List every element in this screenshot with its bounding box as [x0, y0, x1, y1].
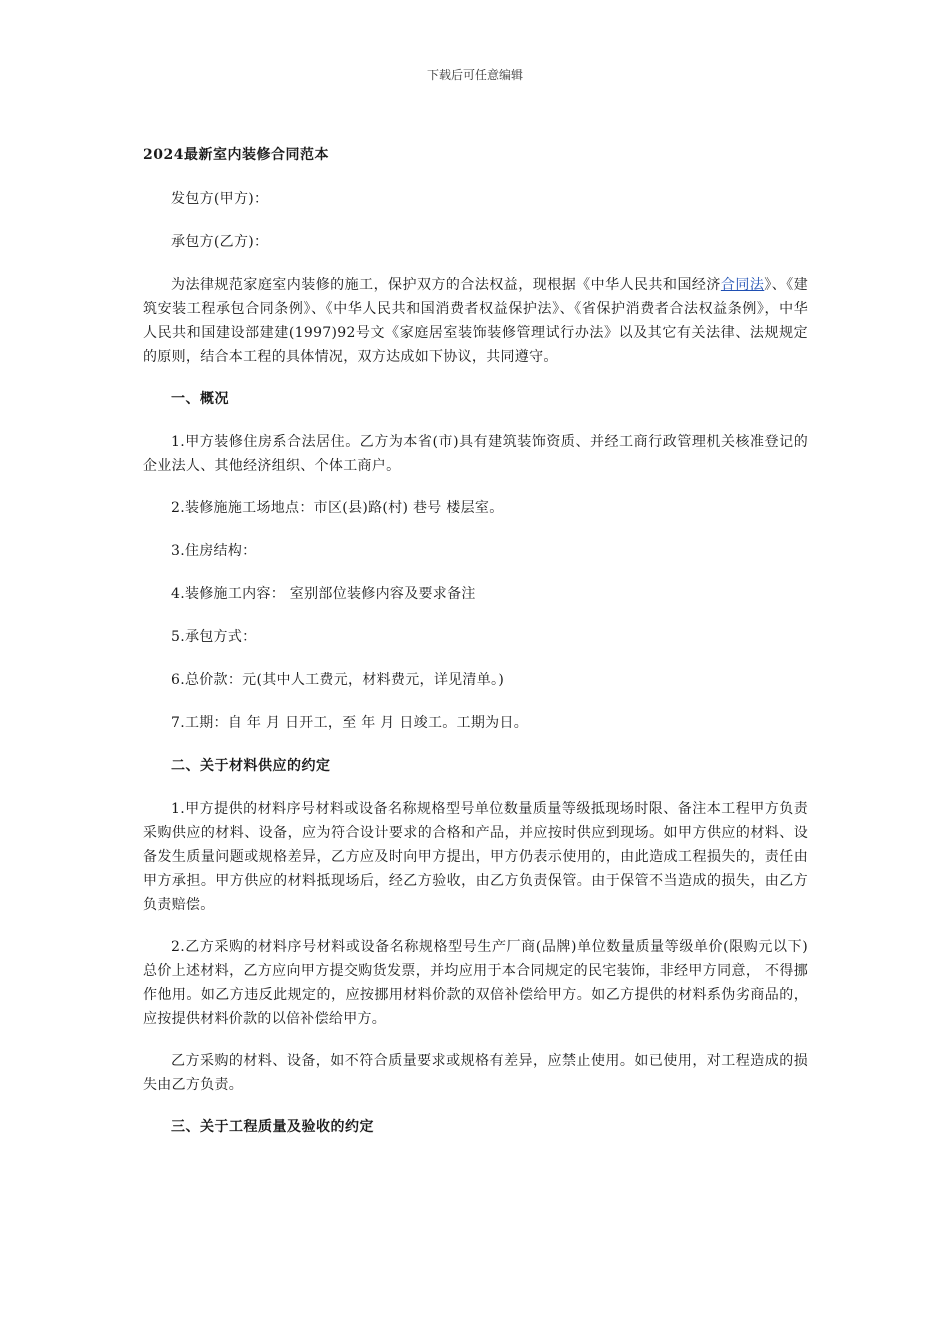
section-1-item: 1.甲方装修住房系合法居住。乙方为本省(市)具有建筑装饰资质、并经工商行政管理机关核准登记的企业法人、其他经济组织、个体工商户。	[143, 434, 808, 474]
section-1-item: 6.总价款：元(其中人工费元，材料费元，详见清单。)	[171, 672, 505, 688]
contract-document	[143, 143, 808, 1158]
section-1-item: 7.工期：自 年 月 日开工，至 年 月 日竣工。工期为日。	[171, 715, 529, 731]
party-a-line: 发包方(甲方)：	[171, 191, 269, 207]
section-2-item: 1.甲方提供的材料序号材料或设备名称规格型号单位数量质量等级抵现场时限、备注本工程甲方负责采购供应的材料、设备，应为符合设计要求的合格和产品，并应按时供应到现场。如甲方供应的材料、设备发生质量问题或规格差异，乙方应及时向甲方提出，甲方仍表示使用的，由此造成工程损失的，责任由甲方承担。甲方供应的材料抵现场后，经乙方验收，由乙方负责保管。由于保管不当造成的损失，由乙方负责赔偿。	[143, 801, 808, 913]
party-b-line: 承包方(乙方)：	[171, 234, 269, 250]
intro-text-after-link: 》、《建筑安装工程承包合同条例》、《中华人民共和国消费者权益保护法》、《省保护消费者合法权益条例》，中华人民共和国建设部建建(1997)92号文《家庭居室装饰装修管理试行办法》以及其它有关法律、法规规定的原则，结合本工程的具体情况，双方达成如下协议，共同遵守。	[143, 277, 809, 365]
page-header-note: 下载后可任意编辑	[426, 68, 523, 82]
section-1-heading: 一、概况	[171, 391, 229, 407]
section-2-item: 2.乙方采购的材料序号材料或设备名称规格型号生产厂商(品牌)单位数量质量等级单价(限购元以下)总价上述材料，乙方应向甲方提交购货发票，并均应用于本合同规定的民宅装饰，非经甲方同意， 不得挪作他用。如乙方违反此规定的，应按挪用材料价款的双倍补偿给甲方。如乙方提供的材料系伪劣商品的，应按提供材料价款的以倍补偿给甲方。	[143, 939, 808, 1027]
section-1-item: 3.住房结构：	[171, 543, 257, 559]
section-2-heading: 二、关于材料供应的约定	[171, 758, 331, 774]
contract-law-link[interactable]: 合同法	[720, 277, 765, 293]
section-1-item: 5.承包方式：	[171, 629, 257, 645]
intro-text-before-link: 为法律规范家庭室内装修的施工，保护双方的合法权益，现根据《中华人民共和国经济	[171, 277, 721, 293]
section-3-heading: 三、关于工程质量及验收的约定	[171, 1119, 374, 1135]
intro-paragraph	[143, 273, 808, 369]
section-2-item: 乙方采购的材料、设备，如不符合质量要求或规格有差异，应禁止使用。如已使用，对工程造成的损失由乙方负责。	[143, 1053, 808, 1093]
section-1-item: 4.装修施工内容： 室别部位装修内容及要求备注	[171, 586, 476, 602]
document-title: 2024最新室内装修合同范本	[143, 147, 329, 163]
section-1-item: 2.装修施施工场地点：市区(县)路(村) 巷号 楼层室。	[171, 500, 504, 516]
